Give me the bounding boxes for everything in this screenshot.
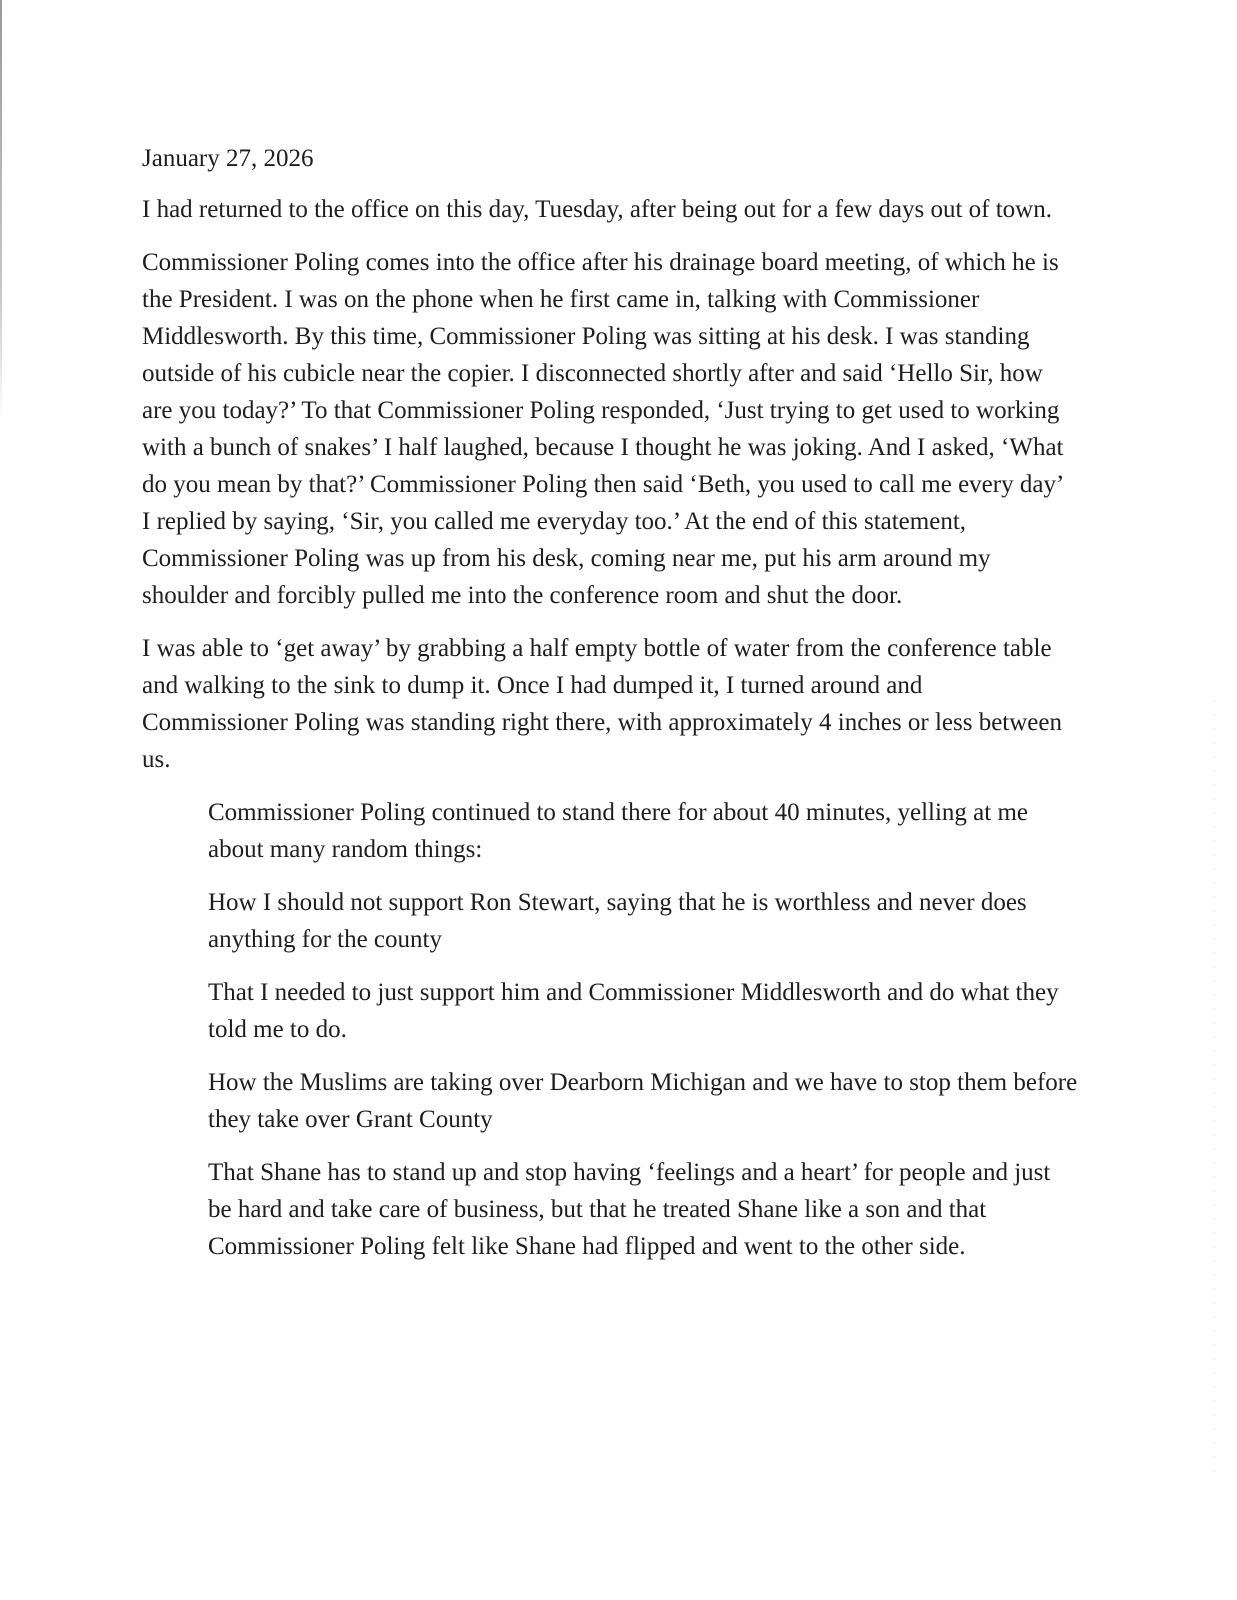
- indented-paragraph-support: That I needed to just support him and Commissioner Middlesworth and do what they told me to do.: [208, 979, 1059, 1043]
- indented-paragraph-shane: That Shane has to stand up and stop having ‘feelings and a heart’ for people and just be hard and take care of business, but that he treated Shane like a son and that Commissioner Poling felt like Shane had flipped and went to the other side.: [208, 1159, 1051, 1260]
- paragraph-conference-room: Commissioner Poling comes into the office after his drainage board meeting, of which he is the President. I was on the phone when he first came in, talking with Commissioner Middlesworth. By this time, Commissioner Poling was sitting at his desk. I was standing outside of his cubicle near the copier. I disconnected shortly after and said ‘Hello Sir, how are you today?’ To that Commissioner Poling responded, ‘Just trying to get used to working with a bunch of snakes’ I half laughed, because I thought he was joking. And I asked, ‘What do you mean by that?’ Commissioner Poling then said ‘Beth, you used to call me every day’ I replied by saying, ‘Sir, you called me everyday too.’ At the end of this statement, Commissioner Poling was up from his desk, coming near me, put his arm around my shoulder and forcibly pulled me into the conference room and shut the door.: [142, 249, 1064, 609]
- paragraph-return-to-office: I had returned to the office on this day, Tuesday, after being out for a few days out of town.: [142, 196, 1052, 223]
- document-date: January 27, 2026: [142, 145, 314, 172]
- paragraph-get-away: I was able to ‘get away’ by grabbing a half empty bottle of water from the conference table and walking to the sink to dump it. Once I had dumped it, I turned around and Commissioner Poling was standing right there, with approximately 4 inches or less between us.: [142, 635, 1062, 773]
- scan-artifact: [1214, 700, 1215, 1480]
- indented-paragraph-dearborn: How the Muslims are taking over Dearborn Michigan and we have to stop them before they take over Grant County: [208, 1069, 1078, 1133]
- document-page: [142, 140, 1078, 1281]
- indented-paragraph-yelling: Commissioner Poling continued to stand there for about 40 minutes, yelling at me about many random things:: [208, 799, 1029, 863]
- scan-edge: [0, 0, 2, 420]
- indented-paragraph-ron-stewart: How I should not support Ron Stewart, saying that he is worthless and never does anything for the county: [208, 889, 1027, 953]
